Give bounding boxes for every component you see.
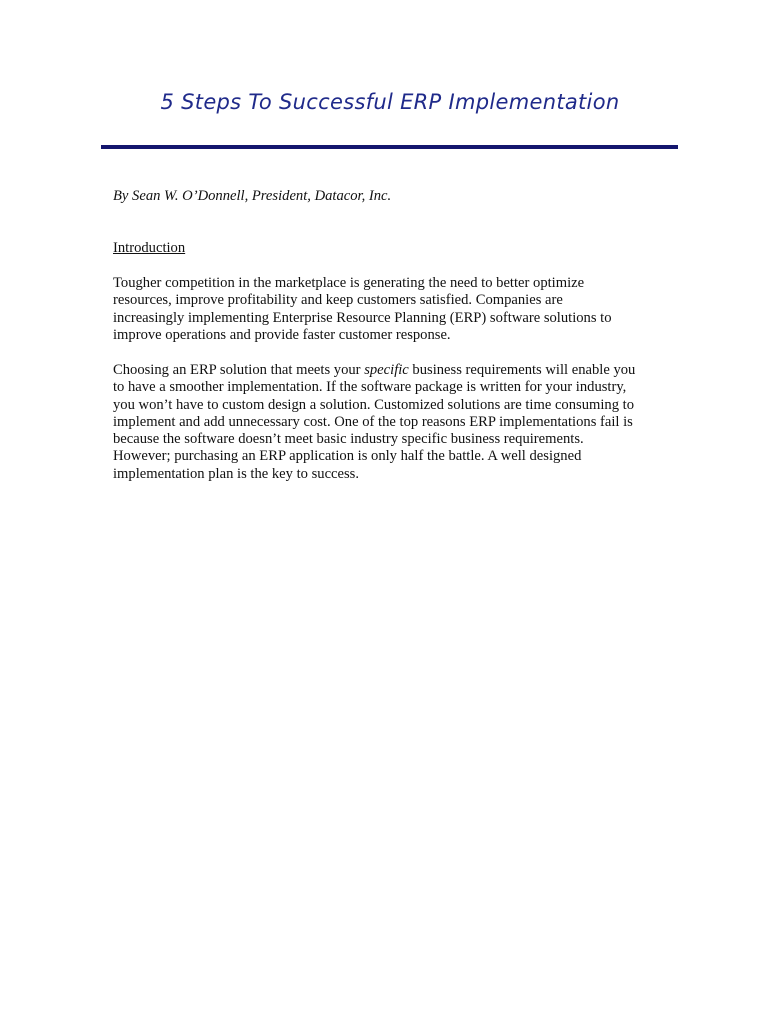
paragraph-1-line: increasingly implementing Enterprise Resource Planning (ERP) software solutions to [113,309,612,326]
emphasized-word: specific [364,362,409,378]
document-title: 5 Steps To Successful ERP Implementation [160,90,620,114]
title-divider [101,145,678,149]
paragraph-2-line: to have a smoother implementation. If the software package is written for your industry, [113,379,627,396]
paragraph-2-line: However; purchasing an ERP application is only half the battle. A well designed [113,448,582,465]
paragraph-2-line: you won’t have to custom design a solution. Customized solutions are time consuming to [113,396,634,413]
paragraph-1 [113,275,661,344]
paragraph-2-text: Choosing an ERP solution that meets your [113,362,365,378]
paragraph-1-line: Tougher competition in the marketplace is generating the need to better optimize [113,275,585,291]
paragraph-2-text: business requirements will enable you [408,362,636,378]
paragraph-2-line: because the software doesn’t meet basic industry specific business requirements. [113,431,584,448]
paragraph-2-line [113,362,661,379]
paragraph-2-line: implement and add unnecessary cost. One of the top reasons ERP implementations fail is [113,413,633,430]
paragraph-1-line: improve operations and provide faster customer response. [113,326,451,343]
paragraph-2 [113,362,661,483]
paragraph-2-line: implementation plan is the key to success. [113,465,360,482]
section-heading-introduction: Introduction [113,240,186,256]
paragraph-1-line: resources, improve profitability and keep customers satisfied. Companies are [113,292,563,309]
author-byline: By Sean W. O’Donnell, President, Datacor, Inc. [113,188,392,204]
